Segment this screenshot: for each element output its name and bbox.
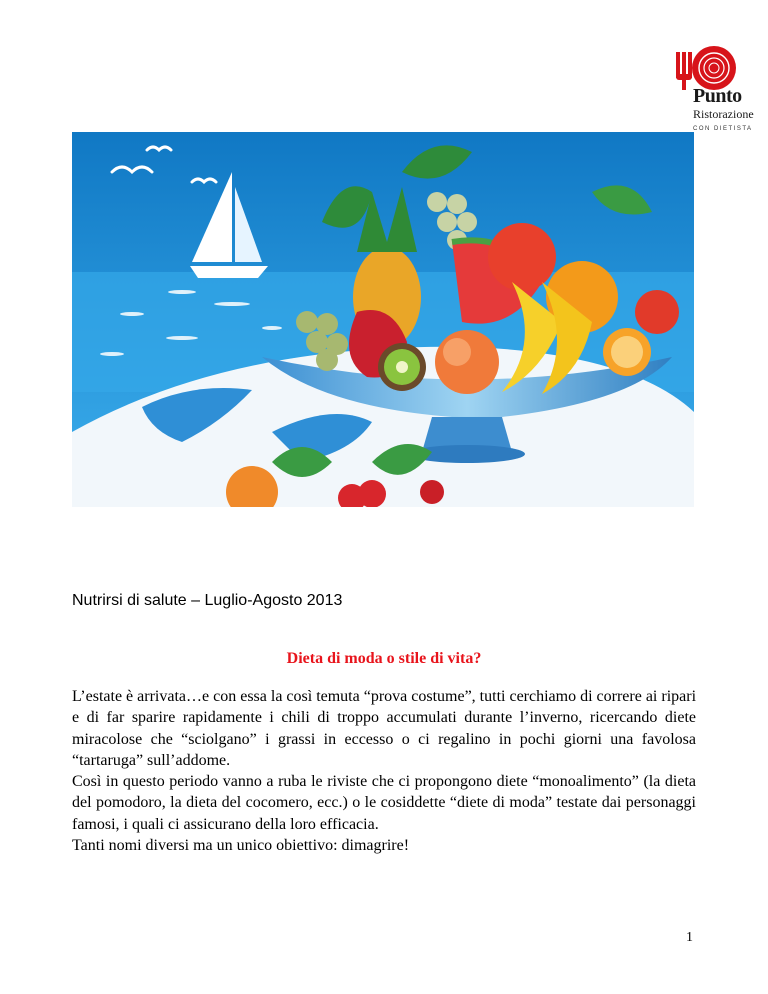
paragraph-1: L’estate è arrivata…e con essa la così temuta “prova costume”, tutti cerchiamo di correre ai ripari e di far sparire rapidamente i chili di troppo accumulati durante l’inverno, ricercando diete miracolose che “sciolgano” i grassi in eccesso o ci regalino in pochi giorni una favolosa “tartaruga” sull’addome. [72,688,697,769]
paragraph-2: Così in questo periodo vanno a ruba le riviste che ci propongono diete “monoalimento” (la dieta del pomodoro, la dieta del cocomero, ecc.) o le cosiddette “diete di moda” testate dai personaggi famosi, i quali ci assicurano della loro efficacia. [72,773,696,833]
article-body [72,686,696,856]
logo-subtext: Ristorazione [693,107,754,121]
fruit-bowl-illustration [72,132,694,507]
logo-text: Punto [693,85,742,107]
page-number: 1 [686,930,693,945]
article-title: Dieta di moda o stile di vita? [286,650,482,667]
document-heading: Nutrirsi di salute – Luglio-Agosto 2013 [72,592,343,609]
paragraph-3: Tanti nomi diversi ma un unico obiettivo: dimagrire! [72,837,410,855]
logo-tagline: CON DIETISTA [693,126,753,132]
